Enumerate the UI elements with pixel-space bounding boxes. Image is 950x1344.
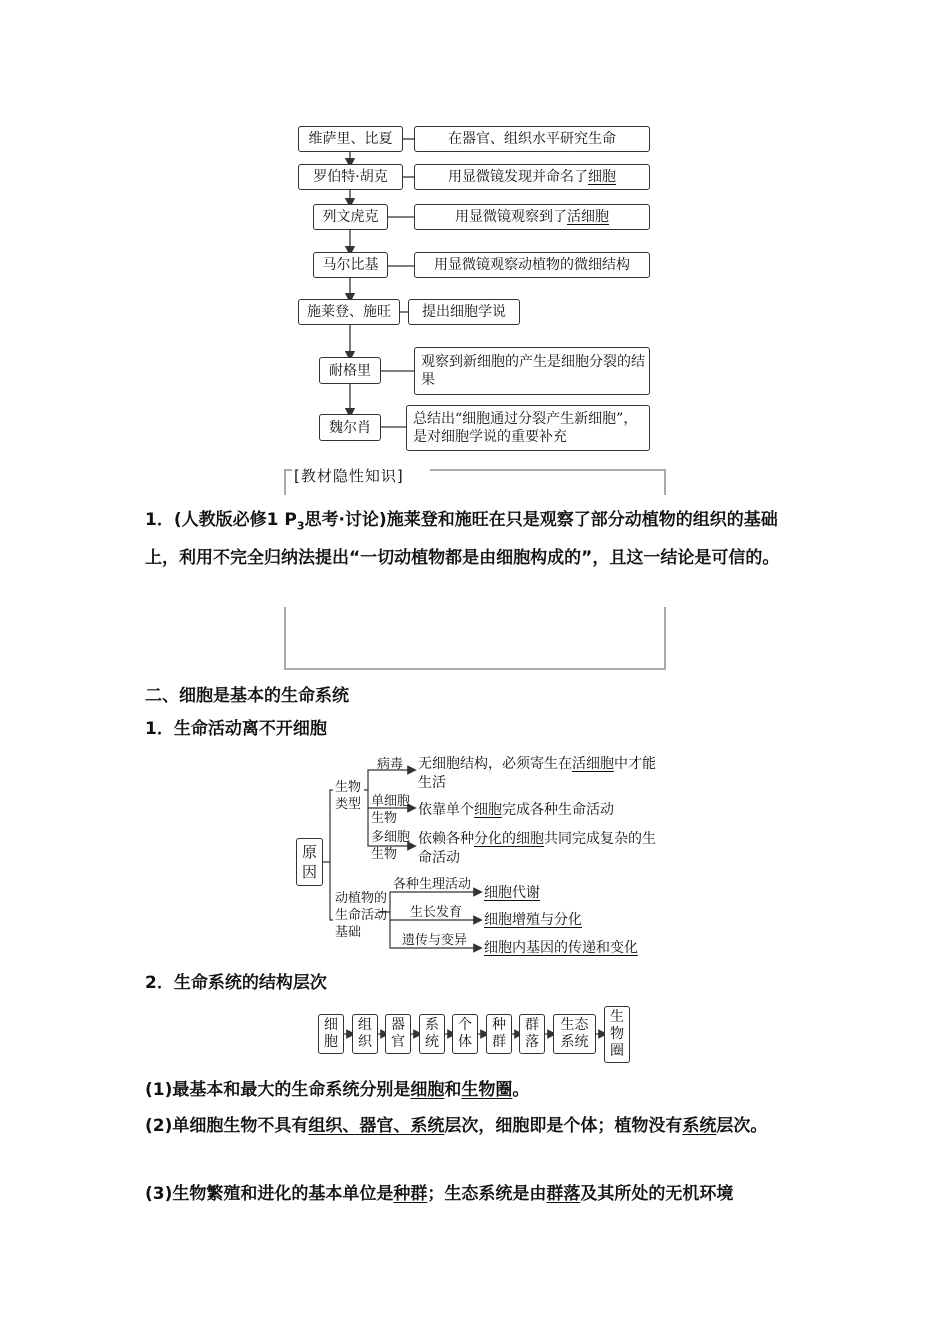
activity-desc: 细胞内基因的传递和变化 [484, 940, 638, 956]
note-2: (2)单细胞生物不具有组织、器官、系统层次，细胞即是个体；植物没有系统层次。 [145, 1116, 768, 1136]
scientist-box: 罗伯特·胡克 [298, 164, 403, 190]
level-box: 器官 [385, 1014, 411, 1054]
scientist-box: 耐格里 [319, 357, 381, 384]
contribution-box: 用显微镜观察动植物的微细结构 [414, 252, 650, 278]
level-box: 系统 [419, 1014, 445, 1054]
activity-desc: 细胞增殖与分化 [484, 912, 582, 928]
type-desc: 依靠单个细胞完成各种生命活动 [418, 802, 614, 818]
level-box: 细胞 [318, 1014, 344, 1054]
scientist-box: 魏尔肖 [319, 414, 381, 441]
level-box: 种群 [486, 1014, 512, 1054]
type-desc: 依赖各种分化的细胞共同完成复杂的生命活动 [418, 831, 656, 866]
level-box: 生物圈 [604, 1006, 630, 1063]
level-box: 生态系统 [553, 1014, 596, 1054]
root-box: 原因 [296, 838, 323, 886]
scientist-box: 马尔比基 [313, 252, 388, 278]
contribution-box: 提出细胞学说 [408, 299, 520, 325]
type-label: 病毒 [377, 757, 404, 772]
contribution-box: 用显微镜发现并命名了 细胞 [414, 164, 650, 190]
hidden-knowledge-question: 1．(人教版必修1 $P_3$思考·讨论)施莱登和施旺在只是观察了部分动植物的组织的基础上，利用不完全归纳法提出“一切动植物都是由细胞构成的”，且这一结论是可信的。 [145, 510, 780, 569]
branch-label: 生物类型 [335, 780, 362, 812]
type-desc: 无细胞结构，必须寄生在活细胞中才能生活 [418, 756, 656, 791]
scientist-box: 维萨里、比夏 [298, 126, 403, 152]
level-box: 组织 [352, 1014, 378, 1054]
subsection-heading: 1．生命活动离不开细胞 [145, 719, 327, 739]
subsection-heading: 2．生命系统的结构层次 [145, 973, 327, 993]
activity-label: 各种生理活动 [393, 877, 472, 892]
type-label: 多细胞生物 [371, 830, 411, 862]
note-1: (1)最基本和最大的生命系统分别是细胞和生物圈。 [145, 1080, 530, 1100]
contribution-box: 在器官、组织水平研究生命 [414, 126, 650, 152]
level-box: 个体 [452, 1014, 478, 1054]
section-heading: 二、细胞是基本的生命系统 [145, 686, 349, 706]
scientist-box: 列文虎克 [313, 204, 388, 230]
contribution-box: 用显微镜观察到了 活细胞 [414, 204, 650, 230]
contribution-box: 总结出“细胞通过分裂产生新细胞”，是对细胞学说的重要补充 [406, 405, 650, 451]
type-label: 单细胞生物 [371, 794, 411, 826]
activity-desc: 细胞代谢 [484, 885, 540, 901]
scientist-box: 施莱登、施旺 [298, 299, 400, 325]
level-box: 群落 [519, 1014, 545, 1054]
contribution-box: 观察到新细胞的产生是细胞分裂的结果 [414, 347, 650, 395]
activity-label: 遗传与变异 [402, 933, 468, 948]
branch-label: 动植物的生命活动基础 [335, 891, 388, 940]
hidden-knowledge-title: [教材隐性知识] [294, 467, 404, 485]
activity-label: 生长发育 [410, 905, 463, 920]
note-3: (3)生物繁殖和进化的基本单位是种群；生态系统是由群落及其所处的无机环境 [145, 1184, 734, 1204]
